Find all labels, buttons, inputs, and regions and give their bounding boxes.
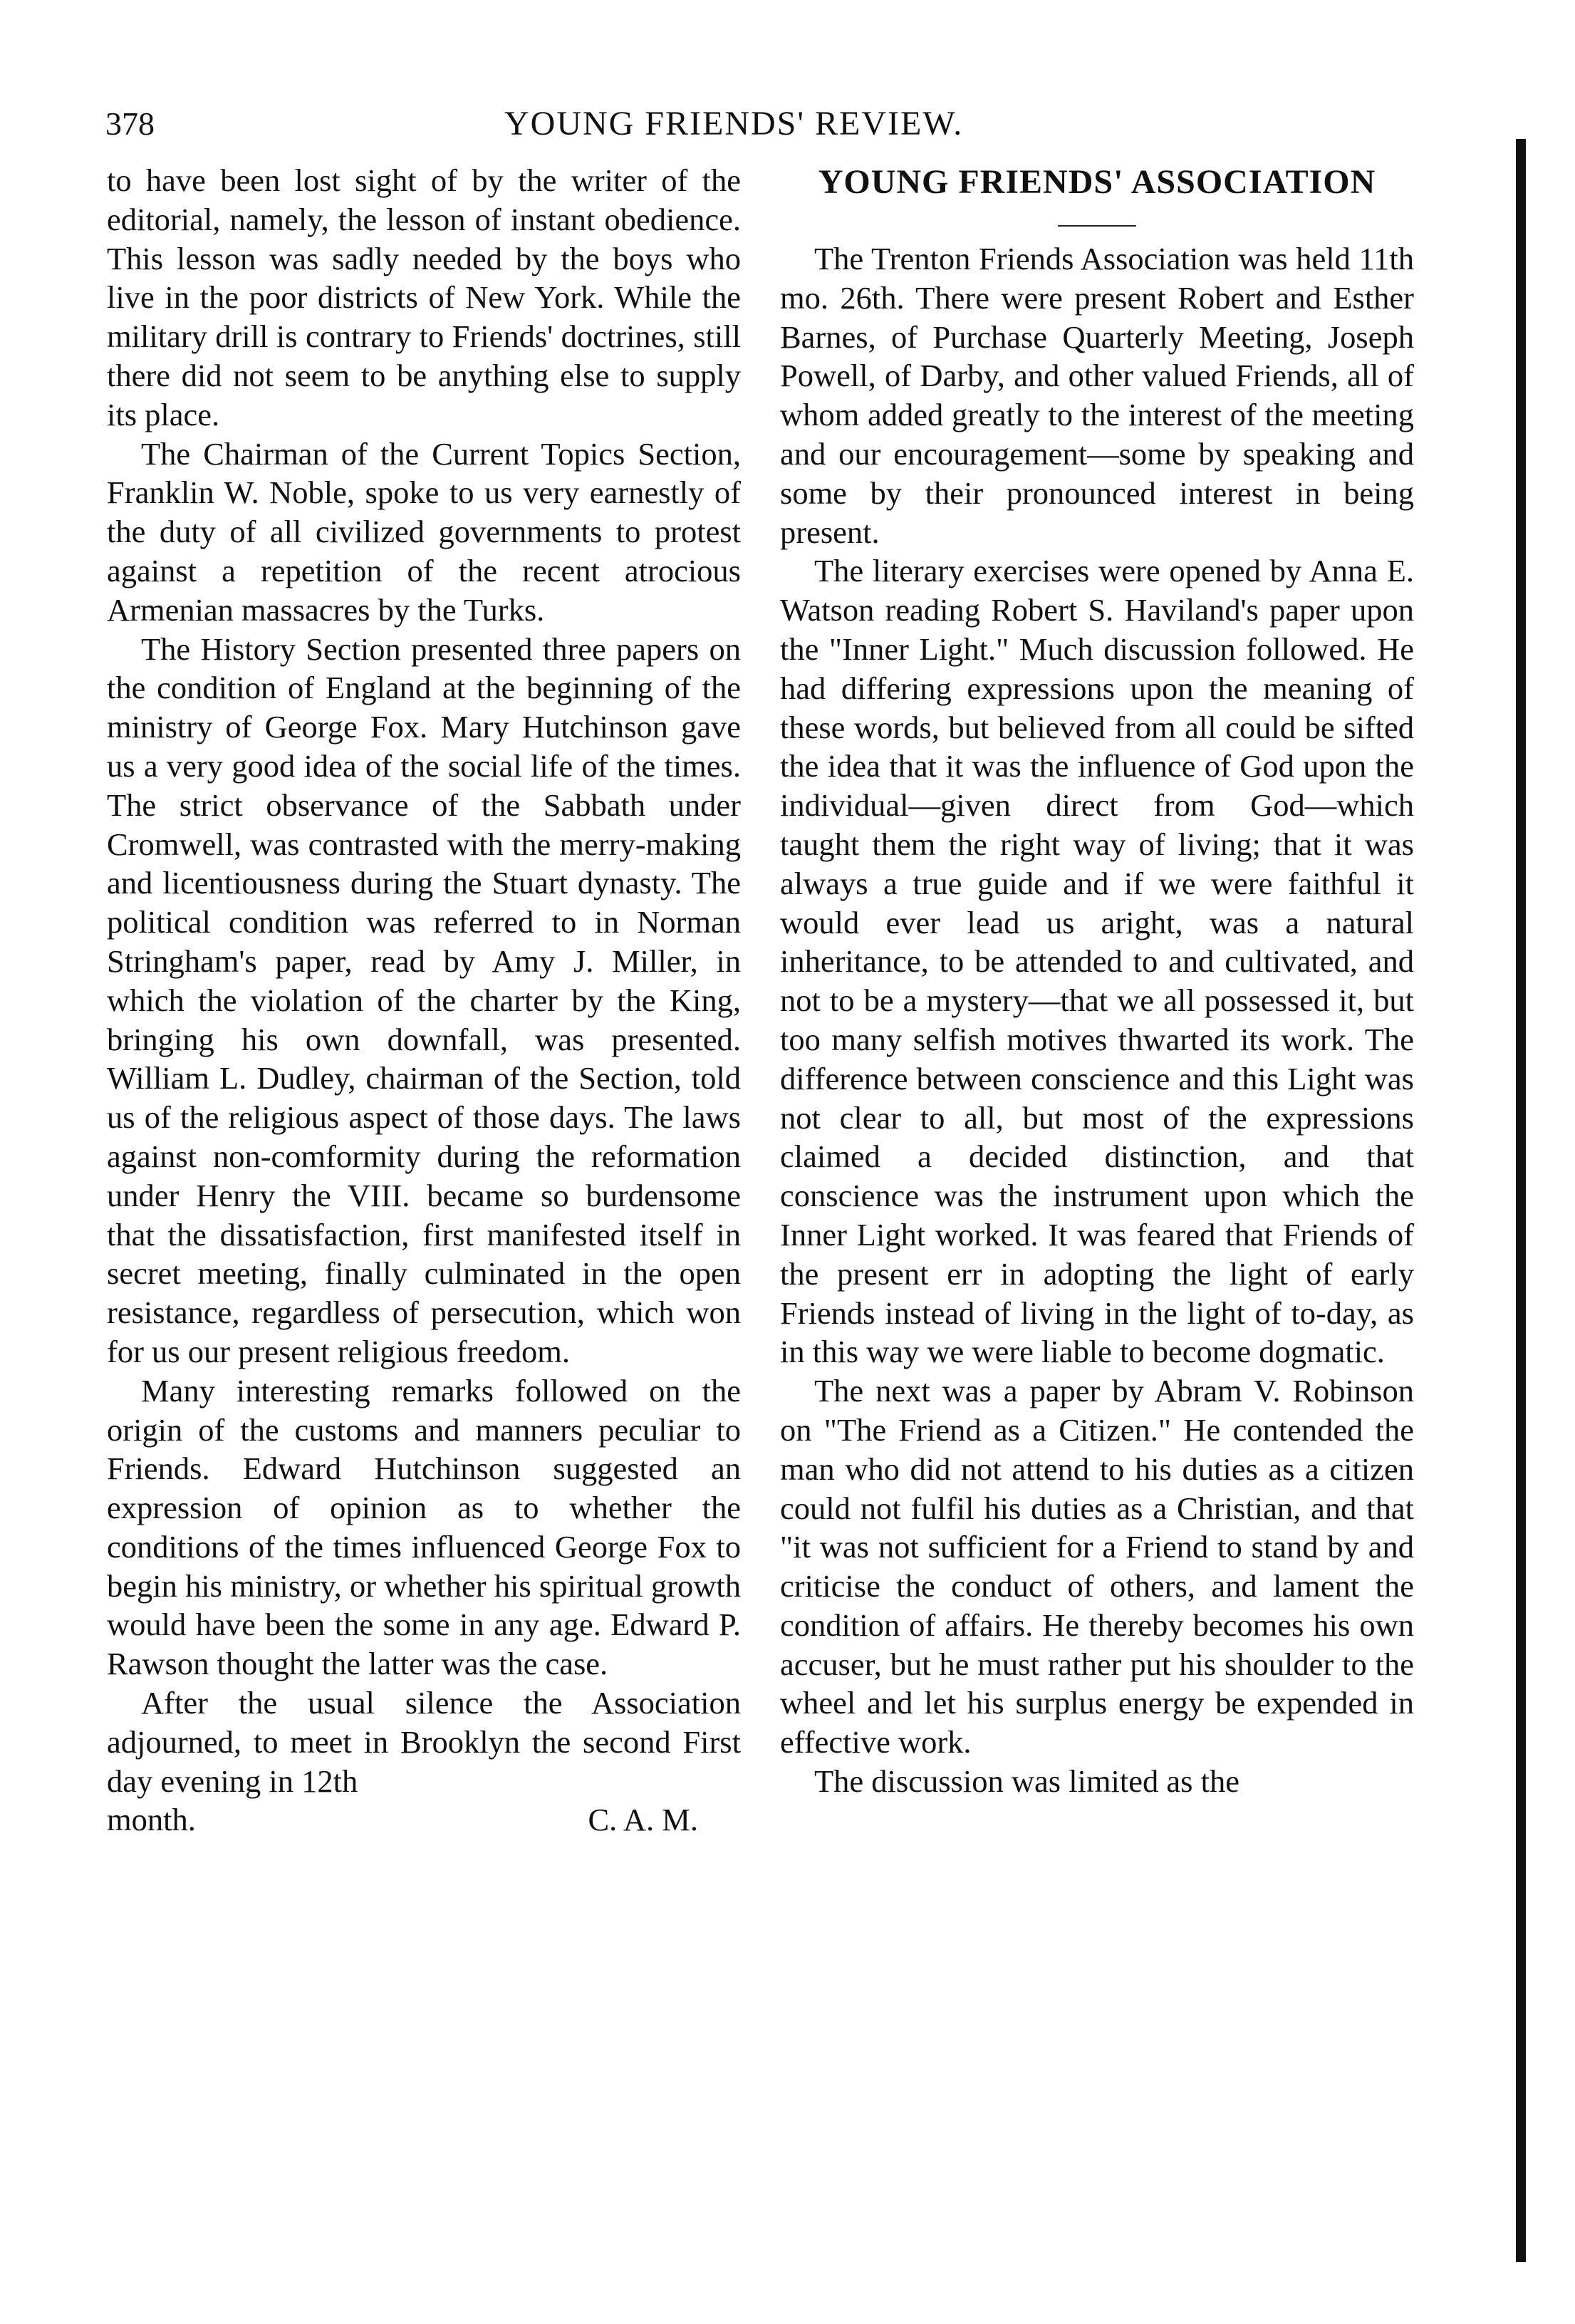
page-header [105,98,1423,148]
page-number: 378 [105,105,155,142]
author-initials: C. A. M. [588,1802,698,1838]
left-column [107,161,741,1840]
section-title: YOUNG FRIENDS' ASSOCIATION [818,163,1376,201]
paragraph: The discussion was limited as the [814,1763,1239,1800]
running-title: YOUNG FRIENDS' REVIEW. [504,104,964,142]
right-column [780,161,1414,1801]
paragraph: Many interesting remarks followed on the origin of the customs and manners peculiar to Friends. Edward Hutchinson suggested an expression of opinion as to whether the conditions of the times influenced George Fox to begin his ministry, or whether his spiritual growth would have been the some in any age. Edward P. Rawson thought the latter was the case. [107,1372,741,1682]
binding-edge-rule [1516,139,1526,2262]
paragraph: to have been lost sight of by the writer of the editorial, namely, the lesson of instant obedience. This lesson was sadly needed by the boys who live in the poor districts of New York. While the military drill is contrary to Friends' doctrines, still there did not seem to be anything else to supply its place. [107,162,741,432]
signature-line [107,1800,741,1840]
closing-word: month. [107,1802,196,1838]
paragraph: The Chairman of the Current Topics Section, Franklin W. Noble, spoke to us very earnestly of the duty of all civilized governments to protest against a repetition of the recent atrocious Armenian massacres by the Turks. [107,435,741,628]
paragraph: The next was a paper by Abram V. Robinson on "The Friend as a Citizen." He contended the man who did not attend to his duties as a citizen could not fulfil his duties as a Christian, and that "it was not sufficient for a Friend to stand by and criticise the conduct of others, and lament the condition of affairs. He thereby becomes his own accuser, but he must rather put his shoulder to the wheel and let his surplus energy be expended in effective work. [780,1373,1414,1760]
paragraph: After the usual silence the Association adjourned, to meet in Brooklyn the second First day evening in 12th [107,1685,741,1799]
paragraph: The literary exercises were opened by Anna E. Watson reading Robert S. Haviland's paper upon the "Inner Light." Much discussion followed. He had differing expressions upon the meaning of these words, but believed from all could be sifted the idea that it was the influence of God upon the individual—given direct from God—which taught them the right way of living; that it was always a true guide and if we were faithful it would ever lead us aright, was a natural inheritance, to be attended to and cultivated, and not to be a mystery—that we all possessed it, but too many selfish motives thwarted its work. The difference between conscience and this Light was not clear to all, but most of the expressions claimed a decided distinction, and that conscience was the instrument upon which the Inner Light worked. It was feared that Friends of the present err in adopting the light of early Friends instead of living in the light of to-day, as in this way we were liable to become dogmatic. [780,553,1414,1370]
paragraph: The History Section presented three papers on the condition of England at the beginning of the ministry of George Fox. Mary Hutchinson gave us a very good idea of the social life of the times. The strict observance of the Sabbath under Cromwell, was contrasted with the merry-making and licentiousness during the Stuart dynasty. The political condition was referred to in Norman Stringham's paper, read by Amy J. Miller, in which the violation of the charter by the King, bringing his own downfall, was presented. William L. Dudley, chairman of the Section, told us of the religious aspect of those days. The laws against non-comformity during the reformation under Henry the VIII. became so burdensome that the dissatisfaction, first manifested itself in secret meeting, finally culminated in the open resistance, regardless of persecution, which won for us our present religious freedom. [107,631,741,1369]
title-divider [780,204,1414,239]
paragraph: The Trenton Friends Association was held 11th mo. 26th. There were present Robert and Esther Barnes, of Purchase Quarterly Meeting, Joseph Powell, of Darby, and other valued Friends, all of whom added greatly to the interest of the meeting and our encouragement—some by speaking and some by their pronounced interest in being present. [780,241,1414,550]
